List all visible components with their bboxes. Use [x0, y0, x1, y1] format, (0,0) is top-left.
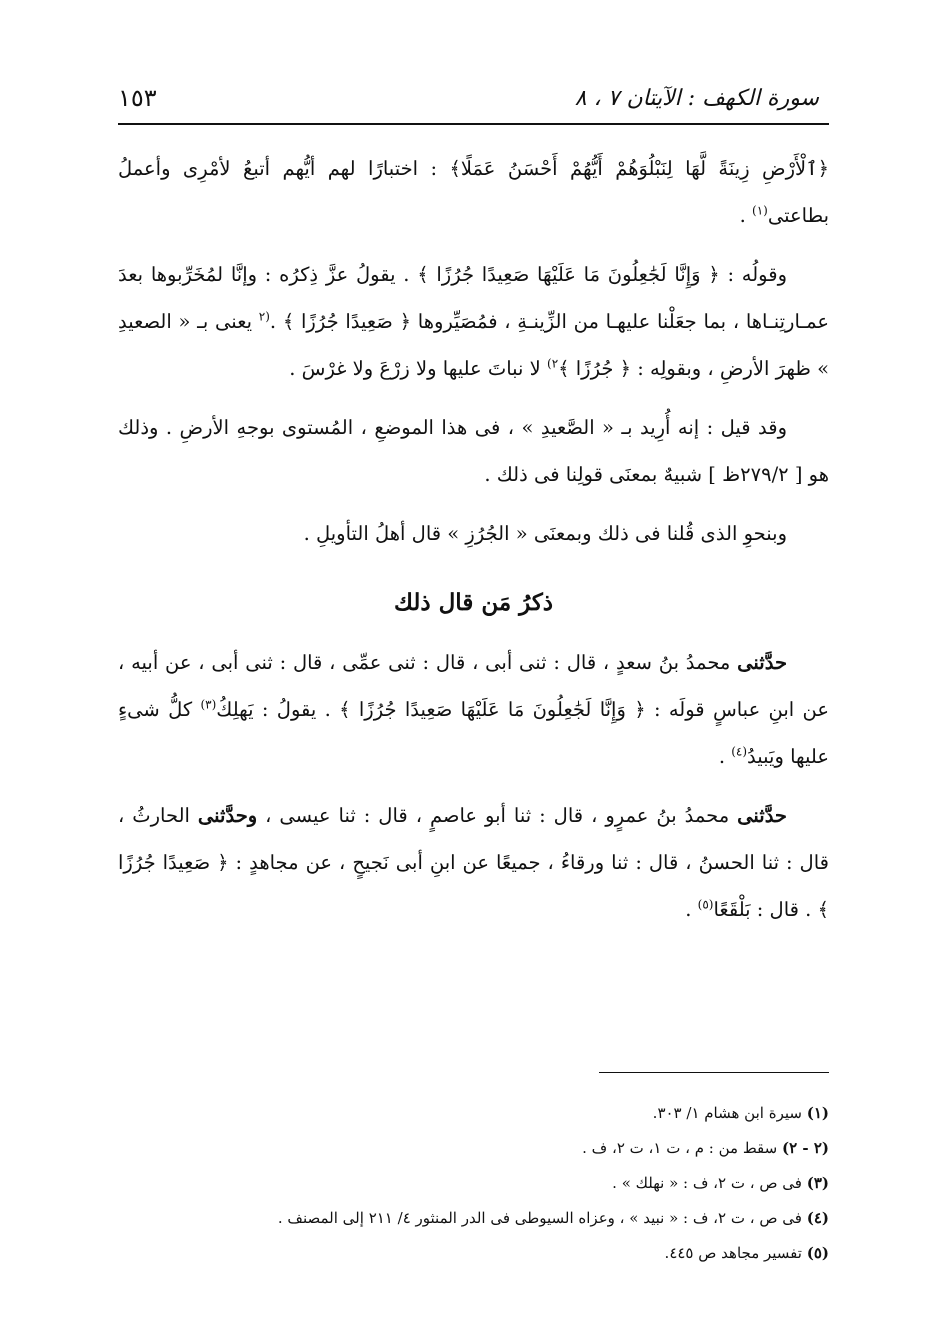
footnote-number: (٣): [806, 1174, 829, 1192]
footnote-text: سيرة ابن هشام ١/ ٣٠٣.: [652, 1104, 807, 1122]
footnote: [118, 1166, 829, 1201]
footnote: [118, 1131, 829, 1166]
paragraph-3: وقد قيل : إنه أُرِيد بـ « الصَّعيدِ » ، فى هذا الموضعِ ، المُستوى بوجهِ الأرضِ . وذلك هو [ ٢٧٩/٢ظ ] شبيهٌ بمعنَى قولِنا فى ذلك .: [118, 416, 829, 486]
footnote-text: فى ص ، ت ٢، ف : « نهلك » .: [612, 1174, 807, 1192]
paragraph-6-lead-b: وحدَّثنى: [197, 804, 258, 827]
paragraph-2-text: وقولُه : ﴿ وَإِنَّا لَجَٰعِلُونَ مَا عَلَيْهَا صَعِيدًا جُرُزًا ﴾ . يقولُ عزَّ ذِكرُه : وإنَّا لمُخَرِّبوها بعدَ عمـارتِنـاها ، بما جعَلْنا عليهـا من الزِّينـةِ ، فمُصَيِّروها ﴿ صَعِيدًا جُرُزًا ﴾ .: [118, 263, 830, 333]
paragraph-2: [118, 251, 829, 392]
header-divider: [118, 123, 829, 125]
footnote-number: (١): [806, 1104, 829, 1122]
running-title: سورة الكهف : الآيتان ٧ ، ٨: [574, 85, 819, 111]
footnote-text: تفسير مجاهد ص ٤٤٥.: [664, 1244, 807, 1262]
paragraph-6-text: محمدُ بنُ عمرٍو ، قال : ثنا أبو عاصمٍ ، قال : ثنا عيسى ،: [257, 804, 738, 827]
footnote-text: فى ص ، ت ٢، ف : « نبيد » ، وعزاه السيوطى فى الدر المنثور ٤/ ٢١١ إلى المصنف .: [277, 1209, 807, 1227]
footnote-ref-4: (٤): [731, 744, 748, 759]
footnote: [118, 1236, 829, 1271]
paragraph-2-text-c: لا نباتَ عليها ولا زرْعَ ولا غرْسَ .: [289, 357, 547, 380]
paragraph-1: [118, 145, 829, 239]
footnotes: [118, 1096, 829, 1271]
paragraph-5: [118, 639, 829, 780]
paragraph-5-lead: حدَّثنى: [737, 651, 787, 674]
footnote-number: (٥): [806, 1244, 829, 1262]
paragraph-5-text-b: كلُّ شىءٍ عليها ويَبيدُ: [118, 698, 829, 768]
paragraph-2-text-b: يعنى بـ « الصعيدِ » ظهرَ الأرضِ ، وبقولِه : ﴿ جُرُزًا ﴾: [118, 310, 829, 380]
paragraph-6-text-b: الحارثُ ، قال : ثنا الحسنُ ، قال : ثنا ورقاءُ ، جميعًا عن ابنِ أبى نَجيحٍ ، عن مجاهدٍ : ﴿ صَعِيدًا جُرُزًا ﴾ . قال : بَلْقَعًا: [118, 804, 829, 921]
footnotes-divider: [599, 1072, 829, 1073]
paragraph-1-text: ﴿ٱلْأَرْضِ زِينَةً لَّهَا لِنَبْلُوَهُمْ أَيُّهُمْ أَحْسَنُ عَمَلًا﴾ : اختبارًا لهم أيُّهم أتبعُ لأمْرِى وأعملُ بطاعتى: [118, 157, 829, 227]
footnote-number: (٢ - ٢): [781, 1139, 829, 1157]
page-number: ١٥٣: [118, 84, 157, 112]
paragraph-6: [118, 792, 829, 933]
footnote-ref-5: (٥): [697, 897, 714, 912]
main-text: [118, 145, 829, 945]
paragraph-5-text: محمدُ بنُ سعدٍ ، قال : ثنى أبى ، قال : ثنى عمِّى ، قال : ثنى أبى ، عن أبيه ، عن ابنِ عباسٍ قولَه : ﴿ وَإِنَّا لَجَٰعِلُونَ مَا عَلَيْهَا صَعِيدًا جُرُزًا ﴾ . يقولُ : يَهلِكُ: [118, 651, 830, 721]
footnote: [118, 1096, 829, 1131]
footnote: [118, 1201, 829, 1236]
footnote-ref-2-open: (٢: [258, 309, 270, 324]
footnote-ref-1: (١): [752, 203, 768, 218]
paragraph-5-end: .: [718, 745, 732, 768]
page-header: [118, 78, 829, 118]
paragraph-1-end: .: [739, 204, 753, 227]
paragraph-6-end: .: [685, 898, 698, 921]
footnote-ref-3: (٣): [200, 697, 217, 712]
paragraph-4: وبنحوِ الذى قُلنا فى ذلك وبمعنَى « الجُرُزِ » قال أهلُ التأويلِ .: [303, 522, 787, 545]
footnote-text: سقط من : م ، ت ١، ت ٢، ف .: [582, 1139, 782, 1157]
section-heading: ذكرُ مَن قال ذلك: [393, 589, 554, 616]
footnote-number: (٤): [806, 1209, 829, 1227]
footnote-ref-2-close: ٢): [547, 356, 559, 371]
paragraph-6-lead: حدَّثنى: [737, 804, 787, 827]
